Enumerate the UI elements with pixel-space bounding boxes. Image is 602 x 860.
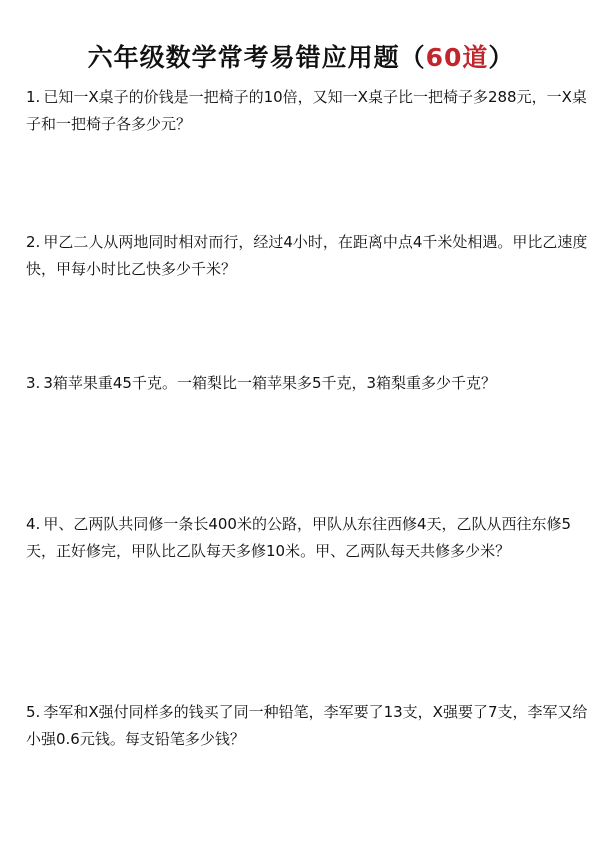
question-number: 4.: [26, 515, 41, 533]
question-text: 甲、乙两队共同修一条长400米的公路，甲队从东往西修4天，乙队从西往东修5天，正好修完，甲队比乙队每天多修10米。甲、乙两队每天共修多少米？: [26, 515, 572, 560]
page-title-close: ）: [488, 43, 515, 72]
page-title-count: 60道: [425, 43, 489, 72]
question-1: [26, 84, 592, 138]
question-number: 5.: [26, 703, 41, 721]
question-5: [26, 699, 592, 753]
question-text: 3箱苹果重45千克。一箱梨比一箱苹果多5千克，3箱梨重多少千克？: [43, 374, 497, 392]
question-number: 3.: [26, 374, 41, 392]
question-number: 2.: [26, 233, 41, 251]
question-text: 甲乙二人从两地同时相对而行，经过4小时，在距离中点4千米处相遇。甲比乙速度快，甲每小时比乙快多少千米？: [26, 233, 588, 278]
page-title-main: 六年级数学常考易错应用题（: [87, 43, 426, 72]
question-2: [26, 229, 592, 283]
question-text: 李军和X强付同样多的钱买了同一种铅笔，李军要了13支，X强要了7支，李军又给小强0.6元钱。每支铅笔多少钱？: [26, 703, 588, 748]
question-number: 1.: [26, 88, 41, 106]
question-3: [26, 370, 592, 397]
page-title: [0, 38, 602, 74]
question-text: 已知一X桌子的价钱是一把椅子的10倍，又知一X桌子比一把椅子多288元，一X桌子和一把椅子各多少元？: [26, 88, 587, 133]
question-4: [26, 511, 592, 565]
